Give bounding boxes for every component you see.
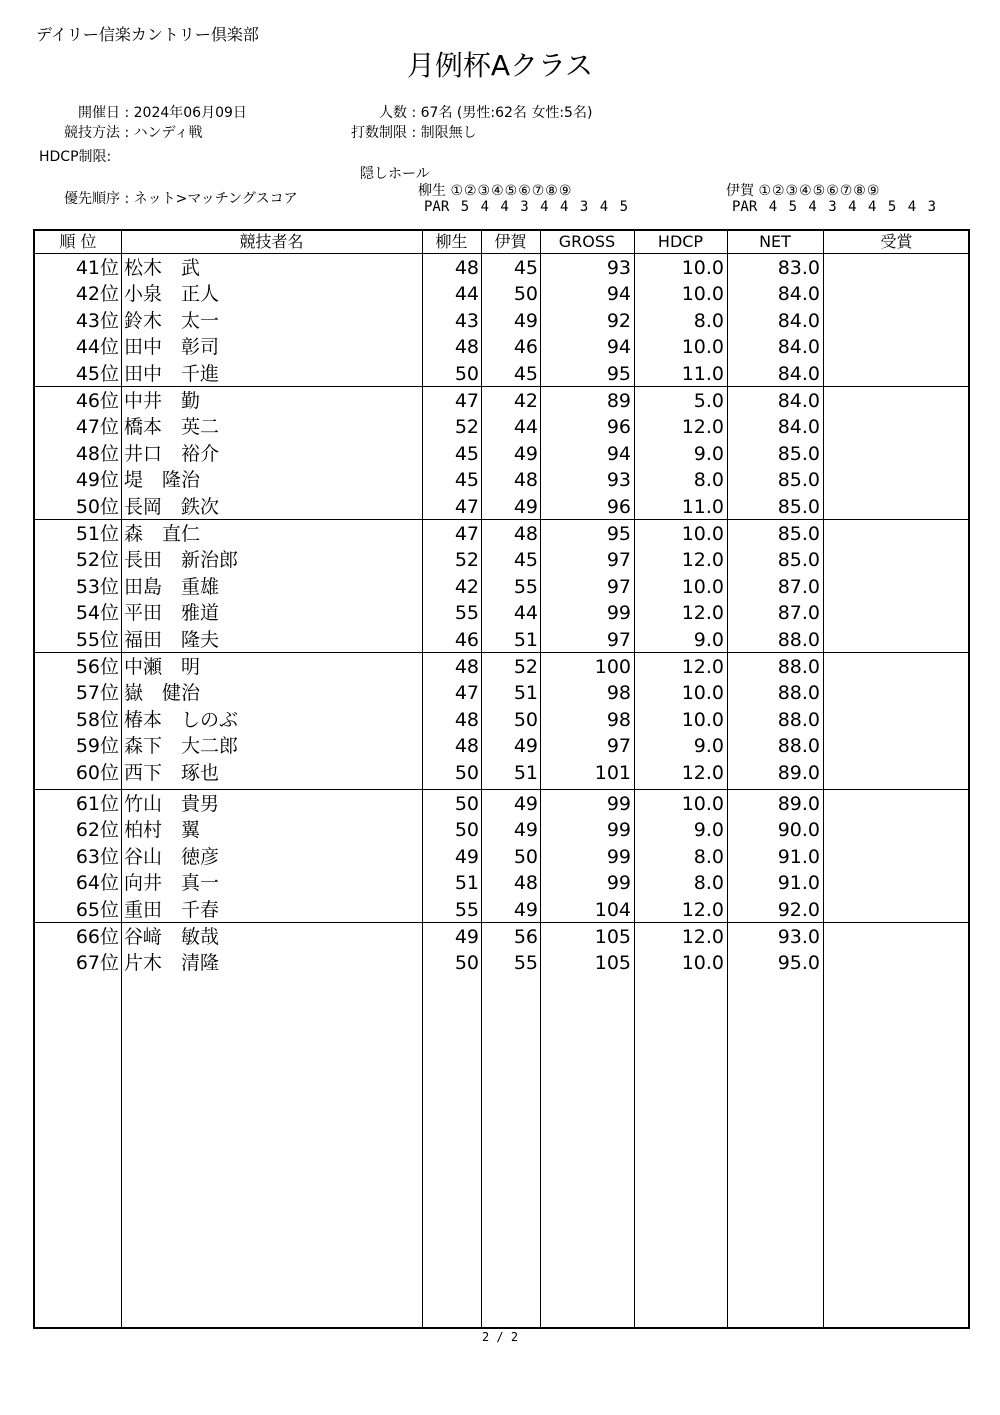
player-name-cell: 井口 裕介 <box>124 442 220 465</box>
course-a-score-cell: 50 <box>454 761 479 784</box>
right-course-par: PAR 4 5 4 3 4 4 5 4 3 <box>732 199 937 215</box>
hdcp-cell: 10.0 <box>681 682 724 705</box>
net-cell: 85.0 <box>777 469 820 492</box>
table-row <box>35 760 968 786</box>
net-cell: 84.0 <box>777 336 820 359</box>
player-name-cell: 竹山 貴男 <box>124 793 220 815</box>
priority-label: 優先順序 <box>64 191 120 207</box>
course-b-score-cell: 49 <box>513 309 538 332</box>
course-a-score-cell: 52 <box>454 549 479 572</box>
gross-cell: 93 <box>606 257 631 279</box>
rank-cell: 67位 <box>75 952 119 975</box>
table-row <box>35 844 968 870</box>
header-course-b: 伊賀 <box>494 232 527 251</box>
hdcp-cell: 12.0 <box>681 656 724 678</box>
gross-cell: 94 <box>606 283 631 306</box>
table-row <box>35 897 968 923</box>
course-a-score-cell: 48 <box>454 336 479 359</box>
course-a-score-cell: 42 <box>454 575 479 598</box>
player-name-cell: 向井 真一 <box>124 872 220 895</box>
course-b-score-cell: 51 <box>513 761 538 784</box>
header-hdcp: HDCP <box>657 232 704 251</box>
gross-cell: 96 <box>606 495 631 518</box>
people-info: 人数 : 67名 (男性:62名 女性:5名) <box>315 102 592 122</box>
table-row <box>35 388 968 414</box>
gross-cell: 97 <box>606 549 631 572</box>
net-cell: 90.0 <box>777 819 820 842</box>
table-row <box>35 361 968 387</box>
course-b-score-cell: 55 <box>513 575 538 598</box>
table-row <box>35 924 968 950</box>
date-label: 開催日 <box>78 105 120 121</box>
table-row <box>35 950 968 976</box>
table-row <box>35 627 968 653</box>
gross-cell: 99 <box>606 819 631 842</box>
gross-cell: 105 <box>594 926 631 948</box>
priority-info: 優先順序 : ネット>マッチングスコア <box>40 188 298 208</box>
course-b-score-cell: 44 <box>513 416 538 439</box>
hdcp-cell: 10.0 <box>681 523 724 545</box>
course-b-score-cell: 49 <box>513 793 538 815</box>
net-cell: 91.0 <box>777 845 820 868</box>
course-a-score-cell: 50 <box>454 793 479 815</box>
net-cell: 84.0 <box>777 390 820 412</box>
rank-cell: 46位 <box>75 390 119 412</box>
player-name-cell: 中瀬 明 <box>124 656 201 678</box>
hdcp-cell: 10.0 <box>681 283 724 306</box>
table-row <box>35 547 968 573</box>
table-row <box>35 521 968 547</box>
course-b-score-cell: 45 <box>513 362 538 385</box>
stroke-value: 制限無し <box>420 125 477 141</box>
course-a-score-cell: 50 <box>454 952 479 975</box>
method-value: ハンディ戦 <box>133 125 203 141</box>
course-b-score-cell: 42 <box>513 390 538 412</box>
course-b-score-cell: 50 <box>513 845 538 868</box>
course-b-score-cell: 50 <box>513 708 538 731</box>
player-name-cell: 堤 隆治 <box>124 469 201 492</box>
course-a-score-cell: 52 <box>454 416 479 439</box>
net-cell: 87.0 <box>777 575 820 598</box>
hdcp-cell: 10.0 <box>681 336 724 359</box>
net-cell: 85.0 <box>777 523 820 545</box>
gross-cell: 105 <box>594 952 631 975</box>
net-cell: 95.0 <box>777 952 820 975</box>
rank-cell: 41位 <box>75 257 119 279</box>
priority-value: ネット>マッチングスコア <box>133 191 298 207</box>
course-b-score-cell: 48 <box>513 523 538 545</box>
hdcp-cell: 10.0 <box>681 708 724 731</box>
results-table <box>33 229 970 1329</box>
course-b-score-cell: 49 <box>513 735 538 758</box>
hdcp-cell: 10.0 <box>681 952 724 975</box>
gross-cell: 94 <box>606 442 631 465</box>
table-row <box>35 733 968 759</box>
gross-cell: 95 <box>606 362 631 385</box>
course-a-score-cell: 46 <box>454 628 479 651</box>
player-name-cell: 平田 雅道 <box>124 602 220 625</box>
net-cell: 84.0 <box>777 362 820 385</box>
hdcp-cell: 12.0 <box>681 898 724 921</box>
hdcp-cell: 10.0 <box>681 575 724 598</box>
hdcp-cell: 9.0 <box>693 735 724 758</box>
course-b-score-cell: 45 <box>513 549 538 572</box>
gross-cell: 104 <box>594 898 631 921</box>
hdcp-cell: 9.0 <box>693 819 724 842</box>
player-name-cell: 鈴木 太一 <box>124 309 220 332</box>
net-cell: 88.0 <box>777 656 820 678</box>
rank-cell: 50位 <box>75 495 119 518</box>
hdcp-cell: 5.0 <box>693 390 724 412</box>
rank-cell: 63位 <box>75 845 119 868</box>
rank-cell: 62位 <box>75 819 119 842</box>
course-a-score-cell: 50 <box>454 819 479 842</box>
gross-cell: 101 <box>594 761 631 784</box>
date-value: 2024年06月09日 <box>133 105 247 121</box>
rank-cell: 43位 <box>75 309 119 332</box>
hdcp-cell: 12.0 <box>681 926 724 948</box>
gross-cell: 89 <box>606 390 631 412</box>
header-net: NET <box>759 232 791 251</box>
net-cell: 84.0 <box>777 283 820 306</box>
table-row <box>35 817 968 843</box>
table-row <box>35 870 968 896</box>
course-b-score-cell: 50 <box>513 283 538 306</box>
player-name-cell: 松木 武 <box>124 257 201 279</box>
rank-cell: 49位 <box>75 469 119 492</box>
player-name-cell: 田中 千進 <box>124 362 220 385</box>
people-value: 67名 (男性:62名 女性:5名) <box>420 105 593 121</box>
gross-cell: 97 <box>606 575 631 598</box>
table-row <box>35 255 968 281</box>
right-course-holes <box>726 180 880 200</box>
player-name-cell: 片木 清隆 <box>124 952 220 975</box>
table-row <box>35 791 968 817</box>
net-cell: 88.0 <box>777 628 820 651</box>
gross-cell: 97 <box>606 628 631 651</box>
net-cell: 85.0 <box>777 549 820 572</box>
header-name: 競技者名 <box>239 232 304 251</box>
rank-cell: 52位 <box>75 549 119 572</box>
player-name-cell: 中井 勤 <box>124 390 201 412</box>
hdcp-cell: 11.0 <box>681 362 724 385</box>
net-cell: 92.0 <box>777 898 820 921</box>
course-a-score-cell: 48 <box>454 257 479 279</box>
course-b-score-cell: 44 <box>513 602 538 625</box>
net-cell: 88.0 <box>777 708 820 731</box>
course-a-score-cell: 44 <box>454 283 479 306</box>
net-cell: 85.0 <box>777 442 820 465</box>
course-a-score-cell: 55 <box>454 602 479 625</box>
player-name-cell: 福田 隆夫 <box>124 628 220 651</box>
hdcp-cell: 12.0 <box>681 602 724 625</box>
player-name-cell: 椿本 しのぶ <box>124 708 239 731</box>
table-row <box>35 414 968 440</box>
course-a-score-cell: 51 <box>454 872 479 895</box>
gross-cell: 94 <box>606 336 631 359</box>
page-indicator: 2 / 2 <box>481 1330 519 1344</box>
hdcp-cell: 10.0 <box>681 257 724 279</box>
people-label: 人数 <box>379 105 407 121</box>
player-name-cell: 森下 大二郎 <box>124 735 239 758</box>
table-row <box>35 574 968 600</box>
course-b-score-cell: 51 <box>513 628 538 651</box>
course-a-score-cell: 48 <box>454 735 479 758</box>
hdcp-cell: 9.0 <box>693 442 724 465</box>
table-row <box>35 467 968 493</box>
gross-cell: 98 <box>606 708 631 731</box>
table-row <box>35 441 968 467</box>
player-name-cell: 田中 彰司 <box>124 336 220 359</box>
table-row <box>35 707 968 733</box>
course-a-score-cell: 47 <box>454 495 479 518</box>
course-b-score-cell: 49 <box>513 819 538 842</box>
rank-cell: 54位 <box>75 602 119 625</box>
course-a-score-cell: 48 <box>454 708 479 731</box>
course-a-score-cell: 49 <box>454 845 479 868</box>
left-hole-numbers: ①②③④⑤⑥⑦⑧⑨ <box>450 183 573 199</box>
hdcp-cell: 10.0 <box>681 793 724 815</box>
gross-cell: 99 <box>606 602 631 625</box>
net-cell: 88.0 <box>777 735 820 758</box>
hidden-hole-label: 隠しホール <box>360 166 430 182</box>
course-a-score-cell: 48 <box>454 656 479 678</box>
net-cell: 84.0 <box>777 309 820 332</box>
net-cell: 89.0 <box>777 761 820 784</box>
rank-cell: 55位 <box>75 628 119 651</box>
right-hole-numbers: ①②③④⑤⑥⑦⑧⑨ <box>758 183 881 199</box>
player-name-cell: 柏村 翼 <box>124 819 201 842</box>
net-cell: 83.0 <box>777 257 820 279</box>
rank-cell: 57位 <box>75 682 119 705</box>
course-b-score-cell: 49 <box>513 442 538 465</box>
net-cell: 88.0 <box>777 682 820 705</box>
table-row <box>35 654 968 680</box>
player-name-cell: 長岡 鉄次 <box>124 495 220 518</box>
course-b-score-cell: 55 <box>513 952 538 975</box>
rank-cell: 45位 <box>75 362 119 385</box>
course-a-score-cell: 47 <box>454 523 479 545</box>
player-name-cell: 橋本 英二 <box>124 416 220 439</box>
rank-cell: 65位 <box>75 898 119 921</box>
course-b-score-cell: 49 <box>513 495 538 518</box>
method-info: 競技方法 : ハンディ戦 <box>40 122 203 142</box>
table-row <box>35 494 968 520</box>
gross-cell: 96 <box>606 416 631 439</box>
table-row <box>35 281 968 307</box>
hdcp-cell: 12.0 <box>681 549 724 572</box>
gross-cell: 99 <box>606 872 631 895</box>
course-a-score-cell: 55 <box>454 898 479 921</box>
rank-cell: 56位 <box>75 656 119 678</box>
header-gross: GROSS <box>558 232 616 251</box>
table-row <box>35 680 968 706</box>
rank-cell: 48位 <box>75 442 119 465</box>
stroke-info: 打数制限 : 制限無し <box>315 122 477 142</box>
rank-cell: 58位 <box>75 708 119 731</box>
net-cell: 84.0 <box>777 416 820 439</box>
course-a-score-cell: 43 <box>454 309 479 332</box>
table-row <box>35 600 968 626</box>
net-cell: 91.0 <box>777 872 820 895</box>
net-cell: 85.0 <box>777 495 820 518</box>
course-b-score-cell: 46 <box>513 336 538 359</box>
hdcp-cell: 12.0 <box>681 761 724 784</box>
hdcp-cell: 11.0 <box>681 495 724 518</box>
course-a-score-cell: 45 <box>454 442 479 465</box>
player-name-cell: 長田 新治郎 <box>124 549 239 572</box>
hdcp-cell: 8.0 <box>693 872 724 895</box>
player-name-cell: 谷﨑 敏哉 <box>124 926 220 948</box>
gross-cell: 100 <box>594 656 631 678</box>
player-name-cell: 西下 琢也 <box>124 761 220 784</box>
net-cell: 87.0 <box>777 602 820 625</box>
course-a-score-cell: 50 <box>454 362 479 385</box>
left-course-name: 柳生 <box>418 183 446 199</box>
gross-cell: 92 <box>606 309 631 332</box>
player-name-cell: 谷山 徳彦 <box>124 845 220 868</box>
course-a-score-cell: 45 <box>454 469 479 492</box>
net-cell: 89.0 <box>777 793 820 815</box>
rank-cell: 47位 <box>75 416 119 439</box>
club-name: デイリー信楽カントリー倶楽部 <box>36 25 259 44</box>
player-name-cell: 森 直仁 <box>124 523 201 545</box>
header-course-a: 柳生 <box>435 232 468 251</box>
method-label: 競技方法 <box>64 125 120 141</box>
rank-cell: 60位 <box>75 761 119 784</box>
rank-cell: 51位 <box>75 523 119 545</box>
rank-cell: 42位 <box>75 283 119 306</box>
hdcp-cell: 8.0 <box>693 469 724 492</box>
gross-cell: 98 <box>606 682 631 705</box>
left-course-holes <box>418 180 572 200</box>
rank-cell: 66位 <box>75 926 119 948</box>
hdcp-cell: 9.0 <box>693 628 724 651</box>
rank-cell: 59位 <box>75 735 119 758</box>
header-rank: 順 位 <box>59 232 97 251</box>
player-name-cell: 小泉 正人 <box>124 283 220 306</box>
rank-cell: 53位 <box>75 575 119 598</box>
hdcp-limit-label: HDCP制限: <box>39 149 112 165</box>
gross-cell: 99 <box>606 845 631 868</box>
table-row <box>35 334 968 360</box>
gross-cell: 97 <box>606 735 631 758</box>
table-row <box>35 308 968 334</box>
course-b-score-cell: 51 <box>513 682 538 705</box>
gross-cell: 93 <box>606 469 631 492</box>
player-name-cell: 嶽 健治 <box>124 682 201 705</box>
course-b-score-cell: 52 <box>513 656 538 678</box>
course-b-score-cell: 48 <box>513 469 538 492</box>
player-name-cell: 重田 千春 <box>124 898 220 921</box>
rank-cell: 44位 <box>75 336 119 359</box>
player-name-cell: 田島 重雄 <box>124 575 220 598</box>
course-a-score-cell: 47 <box>454 682 479 705</box>
right-course-name: 伊賀 <box>726 183 754 199</box>
net-cell: 93.0 <box>777 926 820 948</box>
rank-cell: 64位 <box>75 872 119 895</box>
course-a-score-cell: 47 <box>454 390 479 412</box>
left-course-par: PAR 5 4 4 3 4 4 3 4 5 <box>424 199 629 215</box>
page-title: 月例杯Aクラス <box>406 49 594 82</box>
course-b-score-cell: 49 <box>513 898 538 921</box>
stroke-label: 打数制限 <box>351 125 407 141</box>
hdcp-cell: 8.0 <box>693 309 724 332</box>
hdcp-cell: 8.0 <box>693 845 724 868</box>
gross-cell: 99 <box>606 793 631 815</box>
header-award: 受賞 <box>880 232 913 251</box>
date-info: 開催日 : 2024年06月09日 <box>40 102 247 122</box>
hdcp-cell: 12.0 <box>681 416 724 439</box>
course-b-score-cell: 48 <box>513 872 538 895</box>
gross-cell: 95 <box>606 523 631 545</box>
course-a-score-cell: 49 <box>454 926 479 948</box>
course-b-score-cell: 56 <box>513 926 538 948</box>
course-b-score-cell: 45 <box>513 257 538 279</box>
rank-cell: 61位 <box>75 793 119 815</box>
